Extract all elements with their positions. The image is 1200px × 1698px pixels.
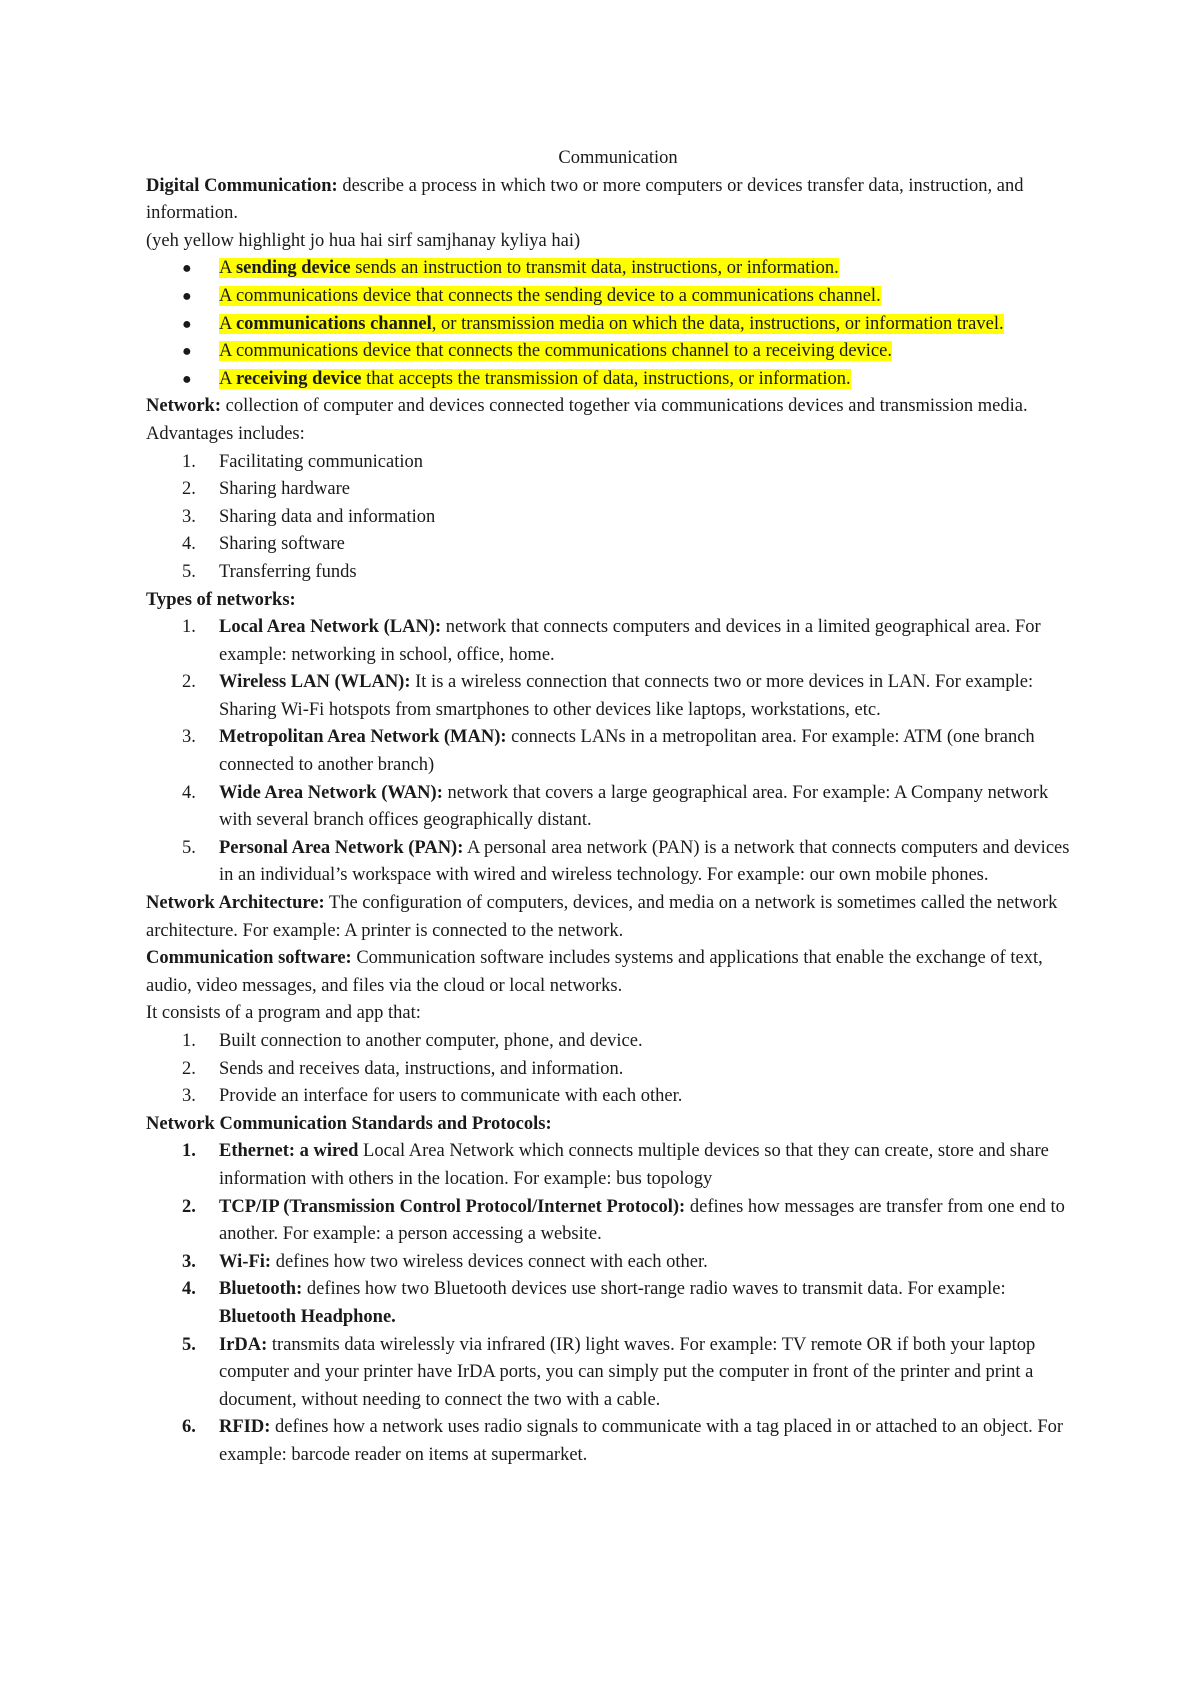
list-number: 1. (182, 617, 196, 638)
list-number: 6. (182, 1417, 196, 1438)
consists-line: It consists of a program and app that: (146, 1003, 421, 1024)
network-label: Network: (146, 396, 222, 417)
list-number: 5. (182, 837, 196, 858)
list-item (146, 1332, 1070, 1415)
list-number: 5. (182, 561, 196, 582)
list-item (146, 1083, 1070, 1111)
network-para (146, 393, 1070, 448)
digital-communication-text: describe a process in which two or more computers or devices transfer data, instruction, and information. (146, 175, 1024, 224)
protocols-list (146, 1138, 1070, 1469)
advantages-list (146, 449, 1070, 587)
list-item (146, 366, 1070, 394)
architecture-text: The configuration of computers, devices, and media on a network is sometimes called the network architecture. For example: A printer is connected to the network. (146, 893, 1058, 941)
list-item (146, 283, 1070, 311)
list-number: 4. (182, 782, 196, 803)
bullet-icon: ● (182, 343, 192, 361)
network-types-list (146, 614, 1070, 890)
list-item (146, 1138, 1070, 1193)
list-text: Built connection to another computer, phone, and device. (219, 1031, 643, 1051)
architecture-label: Network Architecture: (146, 893, 325, 914)
list-text: Sends and receives data, instructions, and information. (219, 1058, 624, 1079)
bullet-bold: receiving device (235, 368, 362, 389)
list-text: defines how messages are transfer from one end to another. For example: a person accessing a website. (219, 1196, 1065, 1245)
bullet-text: A (219, 313, 236, 334)
bullet-text: , or transmission media on which the data, instructions, or information travel. (431, 313, 1004, 334)
software-text: Communication software includes systems and applications that enable the exchange of text, audio, video messages, and files via the cloud or local networks. (146, 948, 1043, 996)
list-item (146, 531, 1070, 559)
digital-communication-label: Digital Communication: (146, 175, 338, 196)
list-item (146, 614, 1070, 669)
list-label: Wide Area Network (WAN): (219, 782, 443, 803)
software-label: Communication software: (146, 948, 352, 969)
list-label: Local Area Network (LAN): (219, 617, 442, 638)
list-label: RFID: (219, 1417, 271, 1438)
list-label: Personal Area Network (PAN): (219, 837, 464, 858)
list-text: Provide an interface for users to communicate with each other. (219, 1086, 683, 1107)
list-number: 3. (182, 1251, 196, 1272)
list-label: TCP/IP (Transmission Control Protocol/Internet Protocol): (219, 1196, 686, 1217)
highlight-note: (yeh yellow highlight jo hua hai sirf samjhanay kyliya hai) (146, 230, 581, 251)
list-number: 4. (182, 534, 196, 555)
list-label: Ethernet: a wired (219, 1141, 359, 1162)
list-label: Wi-Fi: (219, 1251, 272, 1272)
list-number: 4. (182, 1279, 196, 1300)
list-number: 2. (182, 1196, 196, 1217)
list-text: Local Area Network which connects multiple devices so that they can create, store and share information with others in the location. For example: bus topology (219, 1141, 1049, 1189)
list-item (146, 1194, 1070, 1249)
list-number: 1. (182, 1141, 196, 1162)
list-item (146, 504, 1070, 532)
list-label: IrDA: (219, 1334, 268, 1355)
list-item (146, 1414, 1070, 1469)
bullet-text: A (219, 368, 236, 389)
list-number: 5. (182, 1334, 196, 1355)
types-heading-text: Types of networks: (146, 589, 296, 610)
bullet-text: A communications device that connects the sending device to a communications channel. (219, 285, 881, 306)
list-text: network that covers a large geographical area. For example: A Company network with several branch offices geographically distant. (219, 782, 1049, 831)
list-item (146, 1028, 1070, 1056)
protocols-heading (146, 1111, 1070, 1139)
list-item (146, 311, 1070, 339)
software-items-list (146, 1028, 1070, 1111)
bullet-icon: ● (182, 287, 192, 305)
list-item (146, 1249, 1070, 1277)
list-text: Sharing hardware (219, 479, 350, 500)
list-text: Sharing data and information (219, 506, 436, 527)
bullet-text: that accepts the transmission of data, instructions, or information. (361, 368, 851, 389)
list-number: 3. (182, 1086, 196, 1107)
list-label: Wireless LAN (WLAN): (219, 672, 411, 693)
list-number: 1. (182, 1031, 196, 1051)
bullet-icon: ● (182, 315, 192, 333)
list-text: transmits data wirelessly via infrared (IR) light waves. For example: TV remote OR if both your laptop computer and your printer have IrDA ports, you can simply put the computer in front of the printer and print a document, without needing to connect the two with a cable. (219, 1334, 1036, 1410)
list-item (146, 449, 1070, 477)
list-item (146, 255, 1070, 283)
highlight-bullet-list (146, 255, 1070, 393)
list-number: 3. (182, 727, 196, 748)
bullet-text: A (219, 258, 236, 279)
list-text: Sharing software (219, 534, 345, 555)
bullet-bold: communications channel (235, 313, 432, 334)
list-text: connects LANs in a metropolitan area. For example: ATM (one branch connected to another branch) (219, 727, 1035, 776)
list-item (146, 338, 1070, 366)
list-number: 1. (182, 451, 196, 472)
list-number: 2. (182, 1058, 196, 1079)
list-item (146, 476, 1070, 504)
list-item (146, 835, 1070, 890)
bullet-text: sends an instruction to transmit data, instructions, or information. (350, 258, 839, 279)
list-text: It is a wireless connection that connects two or more devices in LAN. For example: Sharing Wi-Fi hotspots from smartphones to other devices like laptops, workstations, etc. (219, 672, 1034, 720)
list-label: Bluetooth: (219, 1279, 303, 1300)
list-text: defines how two wireless devices connect with each other. (271, 1251, 708, 1272)
list-number: 2. (182, 672, 196, 693)
list-text: A personal area network (PAN) is a network that connects computers and devices in an individual’s workspace with wired and wireless technology. For example: our own mobile phones. (219, 837, 1070, 886)
software-para (146, 945, 1070, 1000)
list-text: Facilitating communication (219, 451, 423, 472)
list-item (146, 780, 1070, 835)
protocols-heading-text: Network Communication Standards and Protocols: (146, 1113, 552, 1134)
list-item (146, 559, 1070, 587)
list-item (146, 1056, 1070, 1084)
list-text: defines how two Bluetooth devices use short-range radio waves to transmit data. For example: (302, 1279, 1006, 1300)
list-item (146, 1276, 1070, 1331)
page-title: Communication (558, 148, 678, 168)
bullet-bold: sending device (235, 258, 351, 279)
list-label: Metropolitan Area Network (MAN): (219, 727, 507, 748)
bullet-icon: ● (182, 370, 192, 388)
list-tail-bold: Bluetooth Headphone. (219, 1306, 396, 1327)
architecture-para (146, 890, 1070, 945)
list-number: 2. (182, 479, 196, 500)
types-heading (146, 587, 1070, 615)
list-text: network that connects computers and devices in a limited geographical area. For example: networking in school, office, home. (219, 617, 1041, 665)
bullet-icon: ● (182, 260, 192, 278)
digital-communication-para (146, 173, 1070, 228)
list-text: Transferring funds (219, 561, 357, 582)
list-number: 3. (182, 506, 196, 527)
list-item (146, 669, 1070, 724)
list-text: defines how a network uses radio signals to communicate with a tag placed in or attached to an object. For example: barcode reader on items at supermarket. (219, 1417, 1064, 1465)
network-text: collection of computer and devices connected together via communications devices and transmission media. Advantages includes: (146, 396, 1028, 444)
list-item (146, 724, 1070, 779)
bullet-text: A communications device that connects the communications channel to a receiving device. (219, 341, 892, 362)
